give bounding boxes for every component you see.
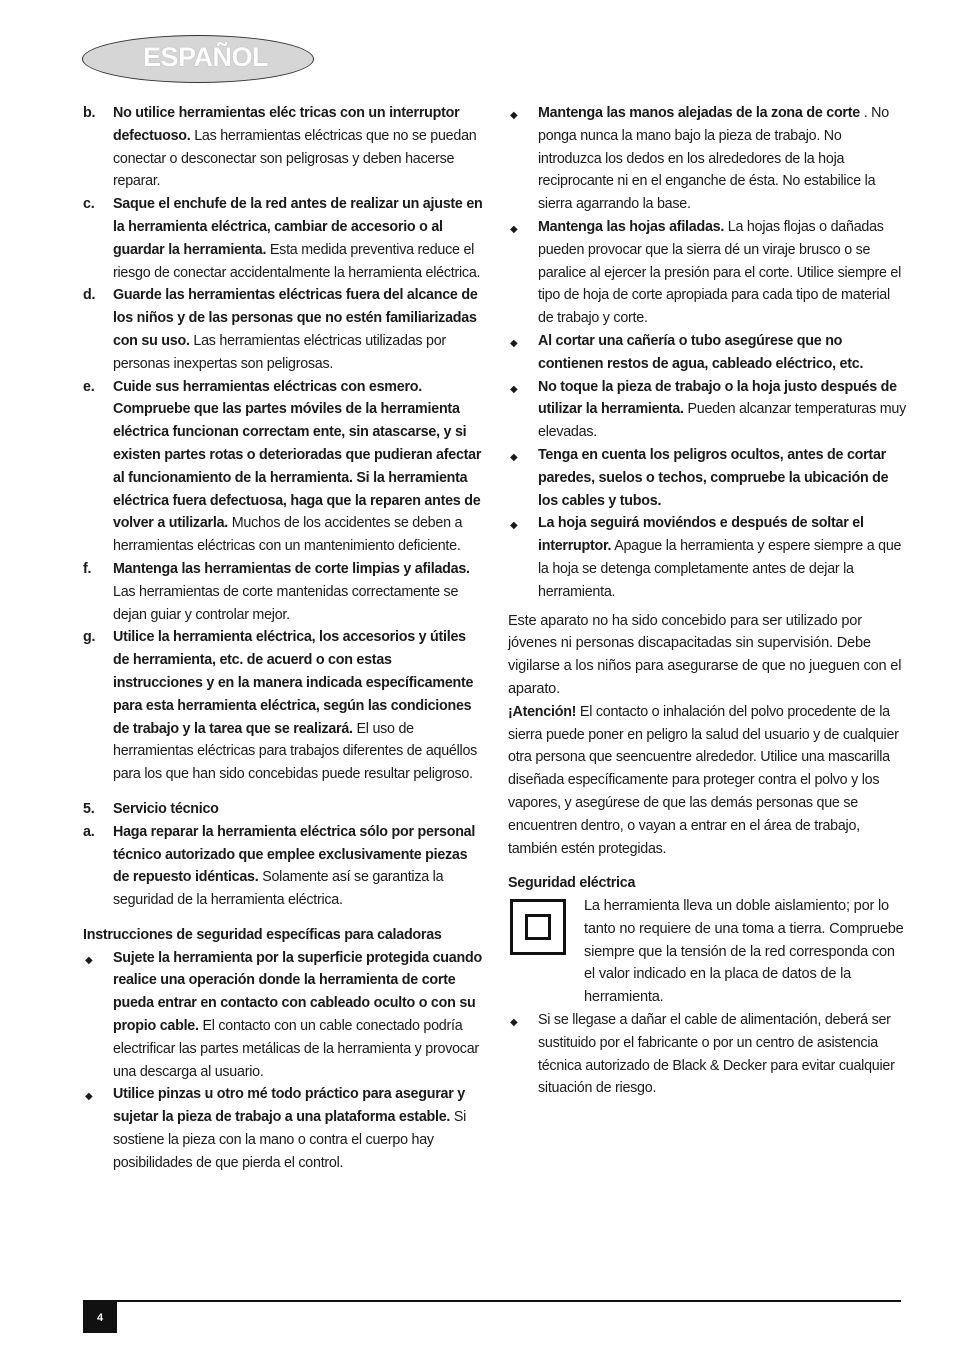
list-item-f: f. Mantenga las herramientas de corte limpias y afiladas. Las herramientas de corte mantenidas correctamente se dejan guiar y controlar mejor. (83, 560, 470, 623)
bullet-diamond-icon: ◆ (510, 383, 518, 395)
bullet-diamond-icon: ◆ (85, 954, 93, 966)
bullet-diamond-icon: ◆ (510, 451, 518, 463)
saw-bullet-item: ◆ Al cortar una cañería o tubo asegúrese que no contienen restos de agua, cableado eléctrico, etc. (510, 332, 864, 372)
page-number: 4 (83, 1302, 117, 1333)
warning-paragraph: ¡Atención! El contacto o inhalación del polvo procedente de la sierra puede poner en peligro la salud del usuario y de cualquier otra persona que seencuentre alrededor. Utilice una mascarilla diseñada específicamente para proteger contra el polvo y los vapores, y asegúrese de que las demás personas que se encuentren dentro, o vayan a entrar en el área de trabajo, también estén protegidas. (508, 703, 899, 857)
saw-bullet-item: ◆ Mantenga las hojas afiladas. La hojas flojas o dañadas pueden provocar que la sierra dé un viraje brusco o se paralice al ejercer la presión para el corte. Utilice siempre el tipo de hoja de corte apropiada para cada tipo de material de trabajo y corte. (510, 218, 902, 327)
list-item-g: g. Utilice la herramienta eléctrica, los accesorios y útiles de herramienta, etc. de acuerd o con estas instrucciones y en la manera indicada específicamente para esta herramienta eléctrica, según las condiciones de trabajo y la tarea que se realizará. El uso de herramientas eléctricas para trabajos diferentes de aquéllos para los que han sido concebidas puede resultar peligroso. (83, 629, 478, 783)
bullet-diamond-icon: ◆ (510, 110, 518, 121)
bullet-diamond-icon: ◆ (510, 520, 518, 532)
bullet-diamond-icon: ◆ (510, 1017, 518, 1029)
bullet-diamond-icon: ◆ (510, 337, 518, 349)
footer-divider (83, 1300, 901, 1302)
list-item-c: c. Saque el enchufe de la red antes de realizar un ajuste en la herramienta eléctrica, cambiar de accesorio o al guardar la herramienta. Esta medida preventiva reduce el riesgo de conectar accidentalmente la herramienta eléctrica. (83, 196, 483, 281)
saw-bullet-item: ◆ Tenga en cuenta los peligros ocultos, antes de cortar paredes, suelos o techos, compruebe la ubicación de los cables y tubos. (510, 446, 889, 509)
service-item-a: a. Haga reparar la herramienta eléctrica sólo por personal técnico autorizado que emplee exclusivamente piezas de repuesto idénticas. Solamente así se garantiza la seguridad de la herramienta eléctrica. (83, 823, 476, 909)
language-badge (82, 35, 314, 83)
jigsaw-bullet-item: ◆ Utilice pinzas u otro mé todo práctico para asegurar y sujetar la pieza de trabajo a una plataforma estable. Si sostiene la pieza con la mano o contra el cuerpo hay posibilidades de que pierda el control. (85, 1086, 467, 1171)
cable-bullet-item: ◆ Si se llegase a dañar el cable de alimentación, deberá ser sustituido por el fabricante o por un centro de asistencia técnica autorizado de Black & Decker para evitar cualquier situación de riesgo. (510, 1012, 895, 1097)
service-heading: 5. Servicio técnico (83, 800, 219, 817)
supervision-paragraph: Este aparato no ha sido concebido para ser utilizado por jóvenes ni personas discapacitadas sin supervisión. Debe vigilarse a los niños para asegurarse de que no jueguen con el aparato. (508, 612, 902, 697)
list-item-d: d. Guarde las herramientas eléctricas fuera del alcance de los niños y de las personas que no estén familiarizadas con su uso. Las herramientas eléctricas utilizadas por personas inexpertas son peligrosas. (83, 287, 478, 372)
double-insulation-icon (510, 899, 566, 955)
language-label: ESPAÑOL (143, 42, 269, 72)
bullet-diamond-icon: ◆ (510, 223, 518, 235)
left-column (83, 102, 483, 1175)
right-column (508, 102, 906, 1100)
electrical-safety-heading: Seguridad eléctrica (508, 875, 636, 892)
warning-label: ¡Atención! (508, 703, 577, 720)
list-item-e: e. Cuide sus herramientas eléctricas con esmero. Compruebe que las partes móviles de la herramienta eléctrica funcionan correctam ente, sin atascarse, y si existen partes rotas o deterioradas que pudieran afectar al funcionamiento de la herramienta. Si la herramienta eléctrica fuera defectuosa, haga que la reparen antes de volver a utilizarla. Muchos de los accidentes se deben a herramientas eléctricas con un mantenimiento deficiente. (83, 378, 482, 555)
bullet-diamond-icon: ◆ (85, 1091, 93, 1103)
saw-bullet-item: ◆ Mantenga las manos alejadas de la zona de corte . No ponga nunca la mano bajo la pieza de trabajo. No introduzca los dedos en los alrededores de la hoja reciprocante ni en el enganche de ésta. No estabilice la sierra agarrando la base. (510, 105, 889, 213)
double-insulation-block: La herramienta lleva un doble aislamiento; por lo tanto no requiere de una toma a tierra. Compruebe siempre que la tensión de la red corresponda con el valor indicado en la placa de datos de la herramienta. (508, 895, 906, 1009)
jigsaw-safety-heading: Instrucciones de seguridad específicas para caladoras (83, 926, 442, 943)
list-item-b: b. No utilice herramientas eléc tricas con un interruptor defectuoso. Las herramientas eléctricas que no se puedan conectar o desconectar son peligrosas y deben hacerse reparar. (83, 105, 477, 190)
saw-bullet-item: ◆ La hoja seguirá moviéndos e después de soltar el interruptor. Apague la herramienta y espere siempre a que la hoja se detenga completamente antes de dejar la herramienta. (510, 515, 902, 600)
jigsaw-bullet-item: ◆ Sujete la herramienta por la superficie protegida cuando realice una operación donde la herramienta de corte pueda entrar en contacto con cableado oculto o con su propio cable. El contacto con un cable conectado podría electrificar las partes metálicas de la herramienta y provocar una descarga al usuario. (85, 949, 482, 1080)
saw-bullet-item: ◆ No toque la pieza de trabajo o la hoja justo después de utilizar la herramienta. Pueden alcanzar temperaturas muy elevadas. (510, 378, 906, 441)
